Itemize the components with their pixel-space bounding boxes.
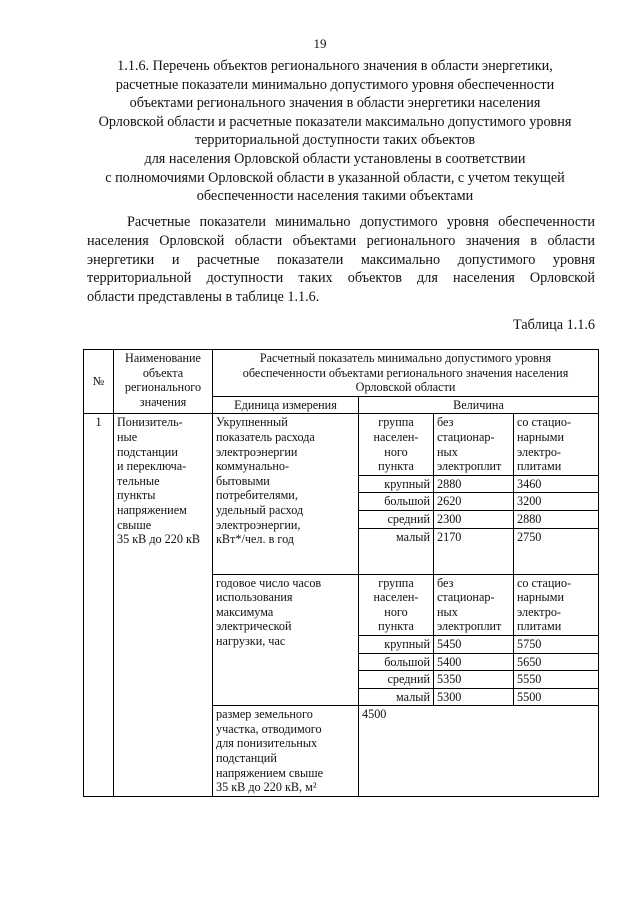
settlement-group: большой bbox=[359, 493, 434, 511]
col-line: со стацио- bbox=[517, 415, 572, 430]
unit-line: максимума bbox=[216, 604, 274, 619]
unit-line: удельный расход bbox=[216, 502, 304, 517]
value-no-stove: 2300 bbox=[434, 510, 514, 528]
unit-line: кВт*/чел. в год bbox=[216, 532, 295, 547]
col-line: нарными bbox=[517, 590, 564, 605]
unit-max-load-hours bbox=[213, 574, 359, 706]
unit-line: 35 кВ до 220 кВ, м² bbox=[216, 780, 317, 795]
unit-line: напряжением свыше bbox=[216, 765, 324, 780]
table-caption: Таблица 1.1.6 bbox=[513, 317, 595, 333]
col-line: населен- bbox=[373, 590, 419, 605]
paragraph-line: энергетики и расчетные показатели максимально допустимого уровня bbox=[87, 251, 595, 268]
col-no-stove bbox=[434, 414, 514, 475]
value-with-stove: 3460 bbox=[514, 475, 599, 493]
col-line: без bbox=[437, 415, 454, 430]
settlement-group: малый bbox=[359, 688, 434, 706]
unit-line: использования bbox=[216, 590, 293, 605]
object-name-line: 35 кВ до 220 кВ bbox=[117, 532, 201, 547]
value-with-stove: 5550 bbox=[514, 671, 599, 689]
object-name-line: свыше bbox=[117, 517, 152, 532]
col-line: ного bbox=[384, 444, 408, 459]
col-with-stove bbox=[514, 574, 599, 635]
value-with-stove: 2750 bbox=[514, 528, 599, 574]
value-land-plot-size: 4500 bbox=[359, 706, 599, 797]
value-no-stove: 5350 bbox=[434, 671, 514, 689]
paragraph-line: области представлены в таблице 1.1.6. bbox=[87, 289, 320, 306]
col-settlement-group bbox=[359, 574, 434, 635]
col-line: без bbox=[437, 575, 454, 590]
unit-line: электроэнергии, bbox=[216, 517, 301, 532]
header-indicator-line: Расчетный показатель минимально допустимого уровня bbox=[259, 351, 552, 365]
col-line: электроплит bbox=[437, 619, 502, 634]
heading-line: для населения Орловской области установлены в соответствии bbox=[144, 150, 526, 167]
col-line: со стацио- bbox=[517, 575, 572, 590]
object-name bbox=[114, 414, 213, 796]
value-with-stove: 3200 bbox=[514, 493, 599, 511]
paragraph-line: Расчетные показатели минимально допустимого уровня обеспеченности bbox=[127, 214, 595, 230]
header-num: № bbox=[84, 350, 114, 414]
unit-line: показатель расхода bbox=[216, 429, 315, 444]
heading-line: объектами регионального значения в области энергетики населения bbox=[129, 95, 541, 112]
col-with-stove bbox=[514, 414, 599, 475]
heading-line: с полномочиями Орловской области в указанной области, с учетом текущей bbox=[105, 169, 565, 186]
unit-line: нагрузки, час bbox=[216, 633, 286, 648]
value-with-stove: 5750 bbox=[514, 635, 599, 653]
heading-line: Орловской области и расчетные показатели максимально допустимого уровня bbox=[98, 113, 572, 130]
paragraph-line: территориальной доступности таких объектов для населения Орловской bbox=[87, 270, 595, 287]
value-no-stove: 2880 bbox=[434, 475, 514, 493]
col-line: нарными bbox=[517, 429, 564, 444]
value-with-stove: 2880 bbox=[514, 510, 599, 528]
unit-line: размер земельного bbox=[216, 707, 313, 722]
col-line: электро- bbox=[517, 444, 561, 459]
col-line: электроплит bbox=[437, 459, 502, 474]
col-line: населен- bbox=[373, 429, 419, 444]
value-no-stove: 5450 bbox=[434, 635, 514, 653]
header-indicator bbox=[213, 350, 599, 397]
unit-line: Укрупненный bbox=[216, 415, 288, 430]
col-line: пункта bbox=[378, 459, 414, 474]
body-paragraph bbox=[87, 213, 595, 307]
col-line: ных bbox=[437, 604, 458, 619]
heading-line: территориальной доступности таких объектов bbox=[194, 132, 476, 149]
unit-line: электрической bbox=[216, 619, 292, 634]
paragraph-line: населения Орловской области объектами регионального значения в области bbox=[87, 232, 595, 249]
settlement-group: крупный bbox=[359, 635, 434, 653]
object-name-line: и переключа- bbox=[117, 459, 187, 474]
indicator-table bbox=[83, 349, 599, 797]
col-line: ного bbox=[384, 604, 408, 619]
settlement-group: средний bbox=[359, 510, 434, 528]
unit-line: бытовыми bbox=[216, 473, 270, 488]
object-name-line: тельные bbox=[117, 473, 160, 488]
header-name-line: объекта bbox=[142, 365, 184, 380]
object-name-line: Понизитель- bbox=[117, 415, 183, 430]
settlement-group: крупный bbox=[359, 475, 434, 493]
unit-line: коммунально- bbox=[216, 459, 290, 474]
col-line: группа bbox=[378, 575, 414, 590]
col-no-stove bbox=[434, 574, 514, 635]
row-number: 1 bbox=[84, 414, 114, 796]
col-line: стационар- bbox=[437, 429, 495, 444]
heading-line: обеспеченности населения такими объектами bbox=[196, 188, 474, 205]
table-row bbox=[84, 414, 599, 475]
header-indicator-line: Орловской области bbox=[355, 380, 456, 395]
object-name-line: подстанции bbox=[117, 444, 178, 459]
header-name-line: значения bbox=[139, 394, 187, 409]
col-line: стационар- bbox=[437, 590, 495, 605]
table-header-row bbox=[84, 350, 599, 397]
header-name-line: регионального bbox=[124, 380, 202, 395]
section-heading bbox=[70, 57, 600, 206]
header-value: Величина bbox=[359, 396, 599, 414]
page-number: 19 bbox=[313, 36, 327, 51]
unit-line: подстанций bbox=[216, 751, 277, 766]
col-line: группа bbox=[378, 415, 414, 430]
value-no-stove: 5300 bbox=[434, 688, 514, 706]
unit-land-plot-size bbox=[213, 706, 359, 797]
value-with-stove: 5650 bbox=[514, 653, 599, 671]
col-settlement-group bbox=[359, 414, 434, 475]
col-line: электро- bbox=[517, 604, 561, 619]
object-name-line: пункты bbox=[117, 488, 156, 503]
unit-line: годовое число часов bbox=[216, 575, 322, 590]
settlement-group: малый bbox=[359, 528, 434, 574]
unit-line: участка, отводимого bbox=[216, 721, 322, 736]
unit-electricity-consumption bbox=[213, 414, 359, 574]
value-no-stove: 2620 bbox=[434, 493, 514, 511]
col-line: плитами bbox=[517, 459, 562, 474]
unit-line: потребителями, bbox=[216, 488, 298, 503]
value-no-stove: 2170 bbox=[434, 528, 514, 574]
settlement-group: большой bbox=[359, 653, 434, 671]
heading-line: расчетные показатели минимально допустимого уровня обеспеченности bbox=[115, 76, 555, 93]
value-no-stove: 5400 bbox=[434, 653, 514, 671]
object-name-line: ные bbox=[117, 429, 138, 444]
col-line: ных bbox=[437, 444, 458, 459]
unit-line: электроэнергии bbox=[216, 444, 298, 459]
unit-line: для понизительных bbox=[216, 736, 318, 751]
header-name-line: Наименование bbox=[125, 351, 201, 365]
col-line: плитами bbox=[517, 619, 562, 634]
object-name-line: напряжением bbox=[117, 502, 187, 517]
col-line: пункта bbox=[378, 619, 414, 634]
header-unit: Единица измерения bbox=[213, 396, 359, 414]
heading-line: 1.1.6. Перечень объектов регионального значения в области энергетики, bbox=[117, 58, 553, 74]
value-with-stove: 5500 bbox=[514, 688, 599, 706]
header-indicator-line: обеспеченности объектами регионального значения населения bbox=[242, 365, 569, 380]
settlement-group: средний bbox=[359, 671, 434, 689]
header-object-name bbox=[114, 350, 213, 414]
